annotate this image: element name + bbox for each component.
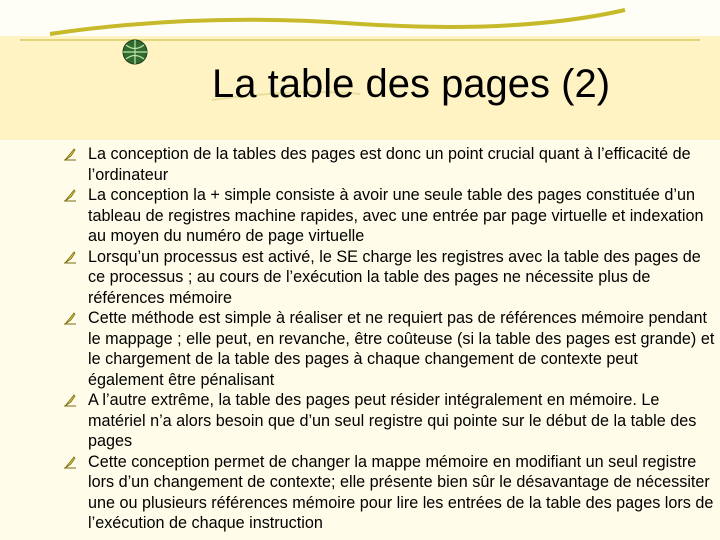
bullet-item	[62, 185, 717, 247]
feather-pen-icon	[62, 146, 78, 162]
bullet-text: Cette méthode est simple à réaliser et ne requiert pas de références mémoire pendant le mappage ; elle peut, en revanche, être coûteuse (si la table des pages est grande) et le chargement de la table des pages à chaque changement de contexte peut également être pénalisant	[88, 309, 715, 389]
bullet-text: Cette conception permet de changer la mappe mémoire en modifiant un seul registre lors d’un changement de contexte; elle présente bien sûr le désavantage de nécessiter une ou plusieurs références mémoire pour lire les entrées de la table des pages lors de l’exécution de chaque instruction	[88, 452, 714, 532]
bullet-text: La conception de la tables des pages est donc un point crucial quant à l’efficacité de l’ordinateur	[88, 145, 691, 184]
feather-pen-icon	[62, 310, 78, 326]
slide-title: La table des pages (2)	[212, 62, 611, 106]
bullet-text: Lorsqu’un processus est activé, le SE charge les registres avec la table des pages de ce processus ; au cours de l’exécution la table des pages ne nécessite plus de références mémoire	[88, 247, 701, 307]
bullet-text: La conception la + simple consiste à avoir une seule table des pages constituée d’un tableau de registres machine rapides, avec une entrée par page virtuelle et indexation au moyen du numéro de page virtuelle	[88, 186, 704, 245]
bullet-item	[62, 452, 717, 534]
globe-icon	[123, 40, 147, 64]
feather-pen-icon	[62, 454, 78, 470]
feather-pen-icon	[62, 249, 78, 265]
bullet-text: A l’autre extrême, la table des pages peut résider intégralement en mémoire. Le matériel n’a alors besoin que d’un seul registre qui pointe sur le début de la table des pages	[88, 391, 697, 450]
bullet-item	[62, 390, 717, 452]
bullet-list	[62, 144, 717, 534]
bullet-item	[62, 144, 717, 185]
feather-pen-icon	[62, 392, 78, 408]
bullet-item	[62, 247, 717, 309]
top-swoosh	[50, 10, 625, 34]
bullet-item	[62, 308, 717, 390]
feather-pen-icon	[62, 187, 78, 203]
